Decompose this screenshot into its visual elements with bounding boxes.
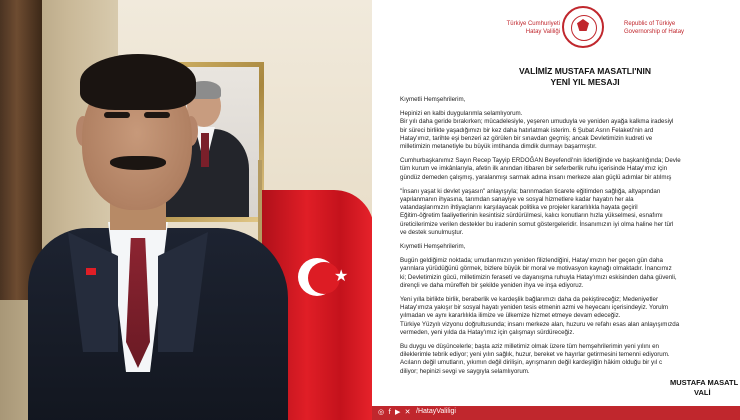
wooden-door-frame xyxy=(0,0,42,300)
new-year-letter xyxy=(372,0,740,420)
body-line: Cumhurbaşkanımız Sayın Recep Tayyip ERDOĞAN Beyefendi'nin liderliğinde ve başkanlığında; Devle xyxy=(400,157,681,165)
body-line: Yeni yılla birlikte birlik, beraberlik ve kardeşlik bağlarımızı daha da pekiştireceğiz; Medeniyetler xyxy=(400,296,659,304)
portrait-tie xyxy=(201,133,209,167)
greeting: Kıymetli Hemşehrilerim, xyxy=(400,96,466,103)
body-line: vermeden, yeni yılda da Hatay'ımız için çalışmayı sürdüreceğiz. xyxy=(400,328,575,336)
header-right-line1: Republic of Türkiye xyxy=(624,21,676,27)
body-line: yapılanmanın ihyasına, tarımdan sanayiye ve sosyal hizmetlere kadar hayatın her ala xyxy=(400,196,634,204)
flag-star-icon: ★ xyxy=(334,266,349,285)
letter-title-line1: VALİMİZ MUSTAFA MASATLI'NIN xyxy=(518,66,652,76)
header-right-line2: Governorship of Hatay xyxy=(624,29,685,35)
signature-title: VALİ xyxy=(694,388,711,397)
body-line: Bugün geldiğimiz noktada; umutlarımızın yeniden filizlendiğini, Hatay'ımızın her geçen gün daha xyxy=(400,257,663,265)
body-line: dileklerimle tebrik ediyor; yeni yılın sağlık, huzur, bereket ve hayırlar getirmesini temenni ediyorum. xyxy=(400,351,670,359)
body-line: milletimizin metanetiyle bu büyük imtihanda dimdik durmayı başarmıştır. xyxy=(400,143,597,151)
body-line: Hepinizi en kalbi duygularımla selamlıyorum. xyxy=(400,110,523,118)
body-line: tüm kurum ve imkânlarıyla, afetin ilk anından itibaren bir seferberlik ruhu içerisinde Hatay'ımız için xyxy=(400,165,668,173)
governor-hair xyxy=(80,54,196,110)
body-line: Acıların değil umutların, yıkımın değil dirilişin, ayrışmanın değil kardeşliğin hâkim olduğu bir yıl c xyxy=(400,359,663,367)
body-line: yılmadan ve aynı kararlılıkla ilimize ve ülkemize hizmet etmeye devam edeceğiz. xyxy=(400,312,621,320)
header-left-line2: Hatay Valiliği xyxy=(525,29,560,35)
body-line: bir süreci birlikte yaşadığımızı bir kez daha hatırlatmak isterim. 6 Şubat Asrın Felaketi'nin ard xyxy=(400,126,654,134)
social-handle[interactable]: /HatayValiligi xyxy=(416,408,456,415)
body-line: vatandaşlarımızın ihtiyaçlarını karşılayacak politika ve projeler kararlılıkla hayata geçiril xyxy=(400,204,638,212)
body-line: gündüz demeden çalışmış, yaralanmışı sarmak adına insanı merkeze alan güçlü adımlar bir atılmış xyxy=(400,173,672,181)
body-line: Bu duygu ve düşüncelerle; başta aziz milletimiz olmak üzere tüm hemşehrilerimin yeni yılını en xyxy=(400,343,659,351)
body-line: "İnsanı yaşat ki devlet yaşasın" anlayışıyla; barınmadan ticarete eğitimden sağlığa, altyapından xyxy=(400,187,661,195)
governor-mustache xyxy=(110,156,166,170)
body-line: üreticilerimize verilen destekler bu iradenin somut göstergeleridir. İnsanımızın iyi olma haline her türl xyxy=(400,220,674,228)
body-line: ve destek sunulmuştur. xyxy=(400,228,464,236)
signature-name: MUSTAFA MASATL xyxy=(670,378,739,387)
header-left-line1: Türkiye Cumhuriyeti xyxy=(506,21,560,27)
header-left xyxy=(484,20,560,36)
body-line: ki; Devletimizin gücü, milletimizin ferasetí ve dayanışma ruhuyla Hatay'ımızı eskisinden daha güvenli, xyxy=(400,273,677,281)
letter-body xyxy=(400,96,740,376)
governorship-emblem-icon xyxy=(562,6,604,48)
body-line: Eğitim-öğretim faaliyetlerinin kesintisiz sürdürülmesi, kalıcı konutların hızla yükselmesi, esnafımı xyxy=(400,212,663,220)
header-right xyxy=(624,20,724,36)
greeting: Kıymetli Hemşehrilerim, xyxy=(400,243,466,251)
social-media-icons[interactable]: ◎ f ▶ ✕ xyxy=(378,408,412,416)
body-line: Bir yılı daha geride bırakırken; mücadelesiyle, yeşeren umuduyla ve yeniden ayağa kalkma iradesiyl xyxy=(400,118,674,126)
body-line: Türkiye Yüzyılı vizyonu doğrultusunda; insanı merkeze alan, huzuru ve refahı esas alan anlayışımızda xyxy=(400,320,680,328)
body-line: Hatay'ımıza yakışır bir sosyal hayatı yeniden tesis etmenin azmi ve heyecanı içerisindeyiz. Yorulm xyxy=(400,304,669,312)
body-line: Hatay'ımız, tarihte eşi benzeri az görülen bir sınavdan geçmiş; ancak Devletimizin kudreti ve xyxy=(400,134,653,142)
governor-eyebrow-left xyxy=(104,112,130,118)
body-line: yarınlara yürüdüğünü görmek, bizlere büyük bir moral ve motivasyon kaynağı olmaktadır. İnancımız xyxy=(400,265,672,273)
letter-title-line2: YENİ YIL MESAJI xyxy=(550,77,620,87)
governor-eyebrow-right xyxy=(144,112,170,118)
body-line: diliyor; hepinizi sevgi ve saygıyla selamlıyorum. xyxy=(400,367,530,375)
body-line: dirençli ve daha müreffeh bir şekilde yeniden ihya ve inşa ediyoruz. xyxy=(400,281,584,289)
flag-lapel-pin-icon xyxy=(86,268,96,275)
